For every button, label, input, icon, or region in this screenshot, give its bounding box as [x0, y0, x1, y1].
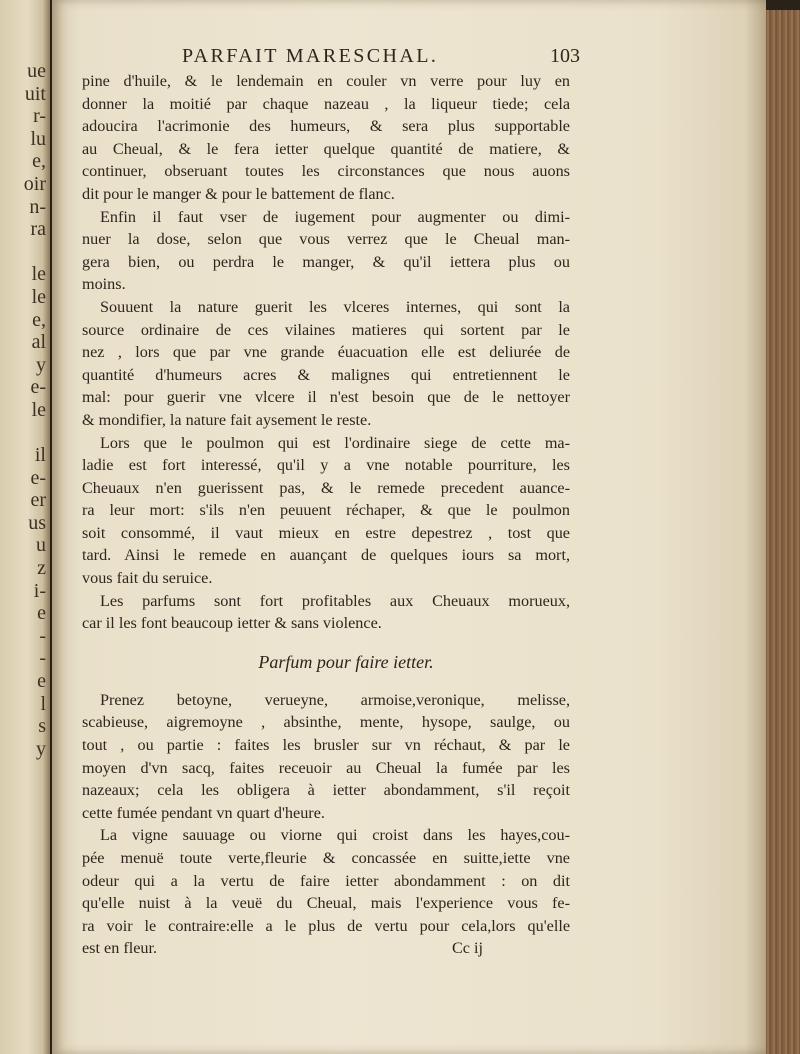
- text-line: moins.: [82, 275, 126, 294]
- page-text-block: [82, 42, 580, 960]
- previous-page-text-fragments: [0, 60, 50, 1000]
- text-line: moyen d'vn sacq, faites receuoir au Cheual la fumée par les: [82, 758, 570, 777]
- text-line: tout , ou partie : faites les brusler sur vn réchaut, & par le: [82, 736, 570, 755]
- signature-mark: Cc ij: [452, 939, 484, 958]
- text-line: ra leur mort: s'ils n'en peuuent réchaper, & que le poulmon: [82, 501, 570, 520]
- text-line: cette fumée pendant vn quart d'heure.: [82, 803, 325, 822]
- previous-page-fragment: al: [31, 331, 46, 354]
- text-line: Souuent la nature guerit les vlceres internes, qui sont la: [100, 297, 570, 316]
- previous-page-fragment: -: [39, 647, 46, 670]
- text-line: quantité d'humeurs acres & malignes qui entretiennent le: [82, 365, 570, 384]
- text-line: tard. Ainsi le remede en auançant de quelques iours sa mort,: [82, 546, 570, 565]
- previous-page-fragment: -: [39, 624, 46, 647]
- text-line: Les parfums sont fort profitables aux Cheuaux morueux,: [100, 591, 570, 610]
- text-line: & mondifier, la nature fait aysement le reste.: [82, 410, 372, 429]
- text-line: Enfin il faut vser de iugement pour augmenter ou dimi-: [100, 207, 570, 226]
- previous-page-fragment: n-: [29, 195, 46, 218]
- previous-page-fragment: e,: [32, 308, 46, 331]
- previous-page-fragment: e-: [30, 466, 46, 489]
- final-line-text: est en fleur.: [82, 939, 158, 958]
- previous-page-fragment: e: [37, 670, 46, 693]
- previous-page-fragment: z: [37, 557, 46, 580]
- text-line: nuer la dose, selon que vous verrez que le Cheual man-: [82, 230, 570, 249]
- previous-page-fragment: l: [40, 692, 46, 715]
- text-line: mal: pour guerir vne vlcere il n'est besoin que de le nettoyer: [82, 388, 570, 407]
- text-line: odeur qui a la vertu de faire ietter abondamment : on dit: [82, 871, 570, 890]
- text-line: soit consommé, il vaut mieux en estre depestrez , tost que: [82, 523, 570, 542]
- text-line: donner la moitié par chaque nazeau , la liqueur tiede; cela: [82, 94, 570, 113]
- previous-page-fragment: ue: [27, 60, 46, 82]
- previous-page-fragment: i-: [33, 579, 46, 602]
- text-line: ra voir le contraire:elle a le plus de vertu pour cela,lors qu'elle: [82, 916, 570, 935]
- text-line: pine d'huile, & le lendemain en couler vn verre pour luy en: [82, 72, 570, 90]
- text-line: au Cheual, & le fera ietter quelque quantité de matiere, &: [82, 139, 570, 158]
- previous-page-fragment: r-: [33, 105, 46, 128]
- previous-page-fragment: u: [36, 534, 46, 557]
- page-header: [82, 42, 580, 70]
- previous-page-fragment: s: [38, 715, 46, 738]
- previous-page-fragment: [0, 241, 50, 264]
- text-line: La vigne sauuage ou viorne qui croist dans les hayes,cou-: [100, 826, 570, 845]
- previous-page-fragment: le: [31, 263, 46, 286]
- text-line: Lors que le poulmon qui est l'ordinaire siege de cette ma-: [100, 433, 570, 452]
- text-line: Prenez betoyne, verueyne, armoise,veronique, melisse,: [100, 690, 570, 709]
- section-title: Parfum pour faire ietter.: [258, 651, 434, 672]
- text-line: scabieuse, aigremoyne , absinthe, mente, hysope, saulge, ou: [82, 713, 570, 732]
- text-line: ladie est fort interessé, qu'il y a vne notable pourriture, les: [82, 456, 570, 475]
- text-line: qu'elle nuist à la veuë du Cheual, mais l'experience vous fe-: [82, 894, 570, 913]
- text-line: vous fait du seruice.: [82, 569, 213, 588]
- previous-page-fragment: e: [37, 602, 46, 625]
- page-fore-edge: [766, 10, 800, 1054]
- text-line: continuer, obseruant toutes les circonstances que nous auons: [82, 162, 570, 181]
- previous-page-fragment: ra: [30, 218, 46, 241]
- running-head: PARFAIT MARESCHAL.: [182, 45, 439, 67]
- previous-page-fragment: le: [31, 398, 46, 421]
- text-line: pée menuë toute verte,fleurie & concassée en suitte,iette vne: [82, 849, 570, 867]
- previous-page-edge: [0, 0, 50, 1054]
- text-line: nazeaux; cela les obligera à ietter abondamment, s'il reçoit: [82, 781, 570, 800]
- previous-page-fragment: le: [31, 285, 46, 308]
- previous-page-fragment: e,: [32, 150, 46, 173]
- previous-page-fragment: oir: [23, 172, 46, 195]
- previous-page-fragment: il: [34, 444, 46, 467]
- previous-page-fragment: us: [28, 511, 46, 534]
- previous-page-fragment: [0, 422, 50, 445]
- previous-page-fragment: er: [30, 489, 46, 512]
- text-line: Cheuaux n'en guerissent pas, & le remede precedent auance-: [82, 478, 570, 497]
- text-line: adoucira l'acrimonie des humeurs, & sera plus supportable: [82, 117, 570, 136]
- page-number: 103: [550, 45, 580, 67]
- previous-page-fragment: y: [36, 737, 46, 760]
- final-line: [82, 937, 570, 960]
- previous-page-fragment: uit: [24, 82, 46, 105]
- previous-page-fragment: e-: [30, 376, 46, 399]
- recipe-text: [82, 689, 570, 938]
- body-text: [82, 70, 570, 635]
- previous-page-fragment: y: [36, 353, 46, 376]
- text-line: dit pour le manger & pour le battement de flanc.: [82, 184, 395, 203]
- previous-page-fragment: lu: [30, 127, 46, 150]
- text-line: source ordinaire de ces vilaines matieres qui sortent par le: [82, 320, 570, 339]
- text-line: car il les font beaucoup ietter & sans violence.: [82, 614, 382, 633]
- text-line: gera bien, ou perdra le manger, & qu'il iettera plus ou: [82, 252, 570, 271]
- text-line: nez , lors que par vne grande éuacuation elle est deliurée de: [82, 343, 570, 362]
